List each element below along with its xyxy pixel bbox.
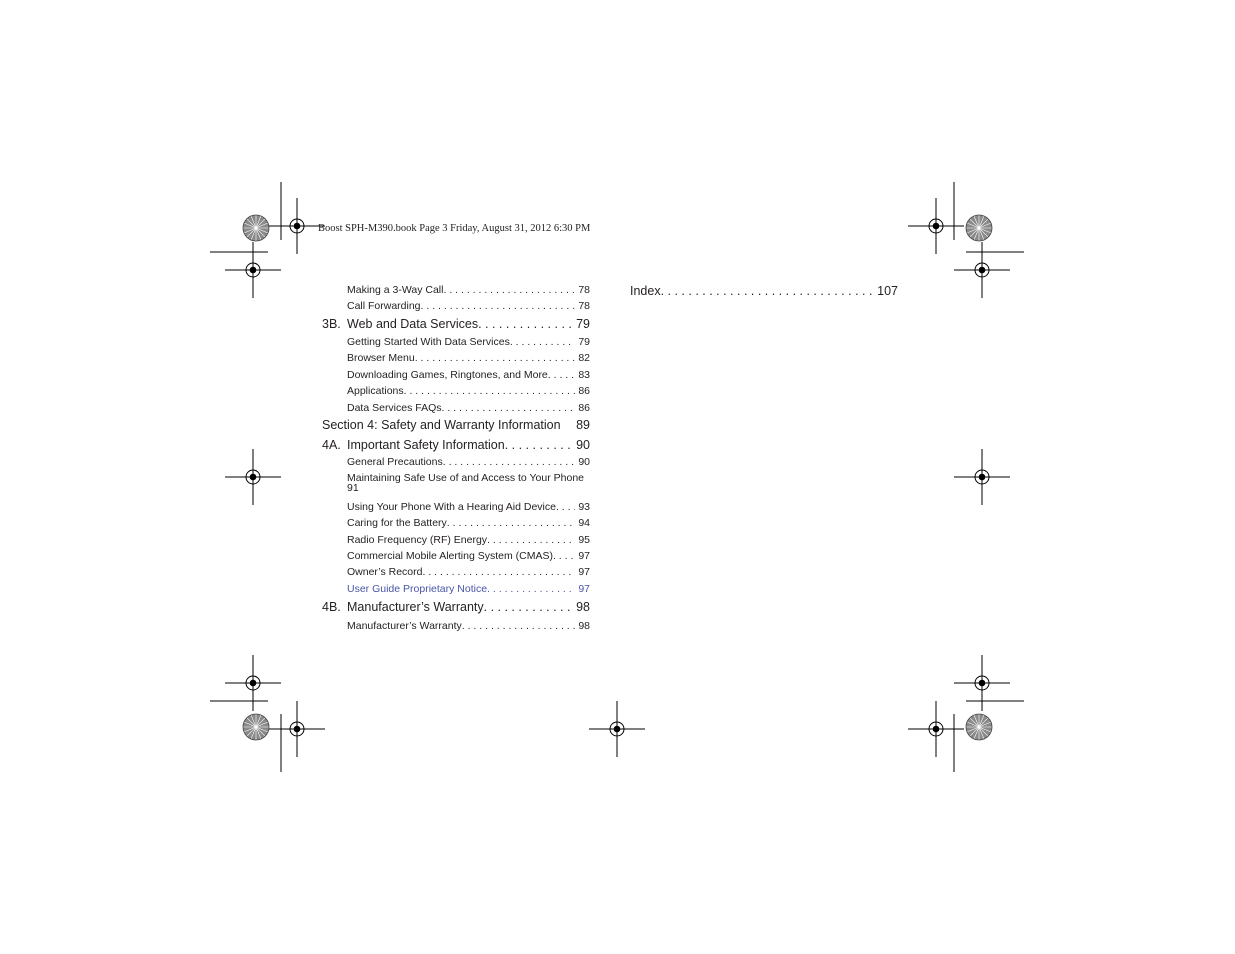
toc-entry-title: Manufacturer’s Warranty (347, 620, 462, 632)
toc-page-number: 79 (576, 317, 590, 331)
toc-subentry[interactable] (347, 620, 590, 632)
toc-subentry[interactable] (347, 352, 590, 364)
toc-entry-title: Important Safety Information (347, 438, 505, 452)
dot-leader (415, 352, 576, 364)
toc-subentry[interactable] (347, 284, 590, 296)
top-right-registration-mark (908, 198, 964, 254)
bottom-right-registration-mark (908, 701, 964, 757)
toc-entry-title: Browser Menu (347, 352, 415, 364)
toc-subentry[interactable] (347, 300, 590, 312)
top-left-registration-mark (269, 198, 325, 254)
toc-subentry[interactable] (347, 385, 590, 397)
bottom-left-side-registration-mark (225, 655, 281, 711)
book-page-header: Boost SPH-M390.book Page 3 Friday, August 31, 2012 6:30 PM (318, 223, 591, 234)
toc-entry-title: Maintaining Safe Use of and Access to Your Phone (347, 472, 584, 484)
toc-chapter-code: 4A. (322, 438, 341, 452)
toc-page-number: 90 (578, 456, 590, 468)
dot-leader (556, 501, 575, 513)
toc-page-number: 98 (576, 600, 590, 614)
dot-leader (487, 534, 575, 546)
toc-subentry[interactable] (347, 402, 590, 414)
toc-page-number: 82 (578, 352, 590, 364)
toc-entry-title: Owner’s Record (347, 566, 423, 578)
top-left-side-registration-mark (225, 242, 281, 298)
toc-page-number: 97 (578, 566, 590, 578)
dot-leader (553, 550, 575, 562)
dot-leader (422, 566, 575, 578)
toc-chapter-code: 3B. (322, 317, 341, 331)
dot-leader (442, 402, 576, 414)
toc-page-number: 98 (578, 620, 590, 632)
toc-entry-title: Radio Frequency (RF) Energy (347, 534, 488, 546)
toc-chapter-entry[interactable] (322, 317, 590, 331)
dot-leader (487, 583, 575, 595)
toc-page-number: 78 (578, 300, 590, 312)
toc-chapter-entry[interactable] (322, 600, 590, 614)
toc-entry-title: Downloading Games, Ringtones, and More (347, 369, 548, 381)
dot-leader (443, 284, 575, 296)
toc-subentry[interactable] (347, 550, 590, 562)
toc-subentry[interactable] (347, 517, 590, 529)
index-title: Index (630, 284, 661, 298)
toc-entry-title: User Guide Proprietary Notice (347, 583, 488, 595)
dot-leader (447, 517, 576, 529)
toc-entry-title: General Precautions (347, 456, 443, 468)
dot-leader (661, 284, 875, 298)
toc-page-number: 78 (578, 284, 590, 296)
toc-entry-title: Data Services FAQs (347, 402, 442, 414)
dot-leader (505, 438, 573, 452)
toc-page-number: 86 (578, 385, 590, 397)
toc-page-number: 83 (578, 369, 590, 381)
toc-page-number: 95 (578, 534, 590, 546)
toc-entry-title: Call Forwarding (347, 300, 421, 312)
bottom-right-side-registration-mark (954, 655, 1010, 711)
middle-right-registration-mark (954, 449, 1010, 505)
top-right-side-registration-mark (954, 242, 1010, 298)
toc-page-number: 91 (347, 482, 359, 494)
middle-left-registration-mark (225, 449, 281, 505)
bottom-left-registration-mark (269, 701, 325, 757)
toc-entry-title: Making a 3-Way Call (347, 284, 444, 296)
toc-entry-title: Getting Started With Data Services (347, 336, 510, 348)
toc-subentry[interactable] (347, 501, 590, 513)
toc-page-number: 94 (578, 517, 590, 529)
toc-entry-title: Manufacturer’s Warranty (347, 600, 484, 614)
toc-chapter-entry[interactable] (322, 438, 590, 452)
dot-leader (462, 620, 576, 632)
dot-leader (443, 456, 576, 468)
index-page-number: 107 (877, 284, 898, 298)
toc-subentry[interactable] (347, 336, 590, 348)
toc-page-number: 97 (578, 583, 590, 595)
bottom-right-star-mark (966, 714, 992, 740)
toc-page-number: 93 (578, 501, 590, 513)
toc-entry-title: Using Your Phone With a Hearing Aid Device (347, 501, 556, 513)
toc-subentry[interactable] (347, 473, 597, 493)
toc-page-number: 86 (578, 402, 590, 414)
dot-leader (478, 317, 573, 331)
toc-page-number: 90 (576, 438, 590, 452)
toc-entry-title: Web and Data Services (347, 317, 479, 331)
dot-leader (404, 385, 576, 397)
bottom-center-registration-mark (589, 701, 645, 757)
top-left-star-mark (243, 215, 269, 241)
toc-entry-title: Section 4: Safety and Warranty Information (322, 418, 561, 432)
toc-subentry[interactable] (347, 534, 590, 546)
toc-entry-title: Caring for the Battery (347, 517, 447, 529)
dot-leader (484, 600, 573, 614)
toc-subentry[interactable] (347, 456, 590, 468)
dot-leader (510, 336, 575, 348)
toc-page-number: 97 (578, 550, 590, 562)
toc-chapter-code: 4B. (322, 600, 341, 614)
toc-page-number: 89 (576, 418, 590, 432)
toc-chapter-entry[interactable] (322, 418, 590, 432)
toc-page-number: 79 (578, 336, 590, 348)
toc-subentry[interactable] (347, 369, 590, 381)
toc-entry-title: Commercial Mobile Alerting System (CMAS) (347, 550, 553, 562)
dot-leader (548, 369, 576, 381)
toc-entry-title: Applications (347, 385, 404, 397)
toc-subentry[interactable] (347, 583, 590, 595)
top-right-star-mark (966, 215, 992, 241)
bottom-left-star-mark (243, 714, 269, 740)
dot-leader (421, 300, 576, 312)
toc-subentry[interactable] (347, 566, 590, 578)
